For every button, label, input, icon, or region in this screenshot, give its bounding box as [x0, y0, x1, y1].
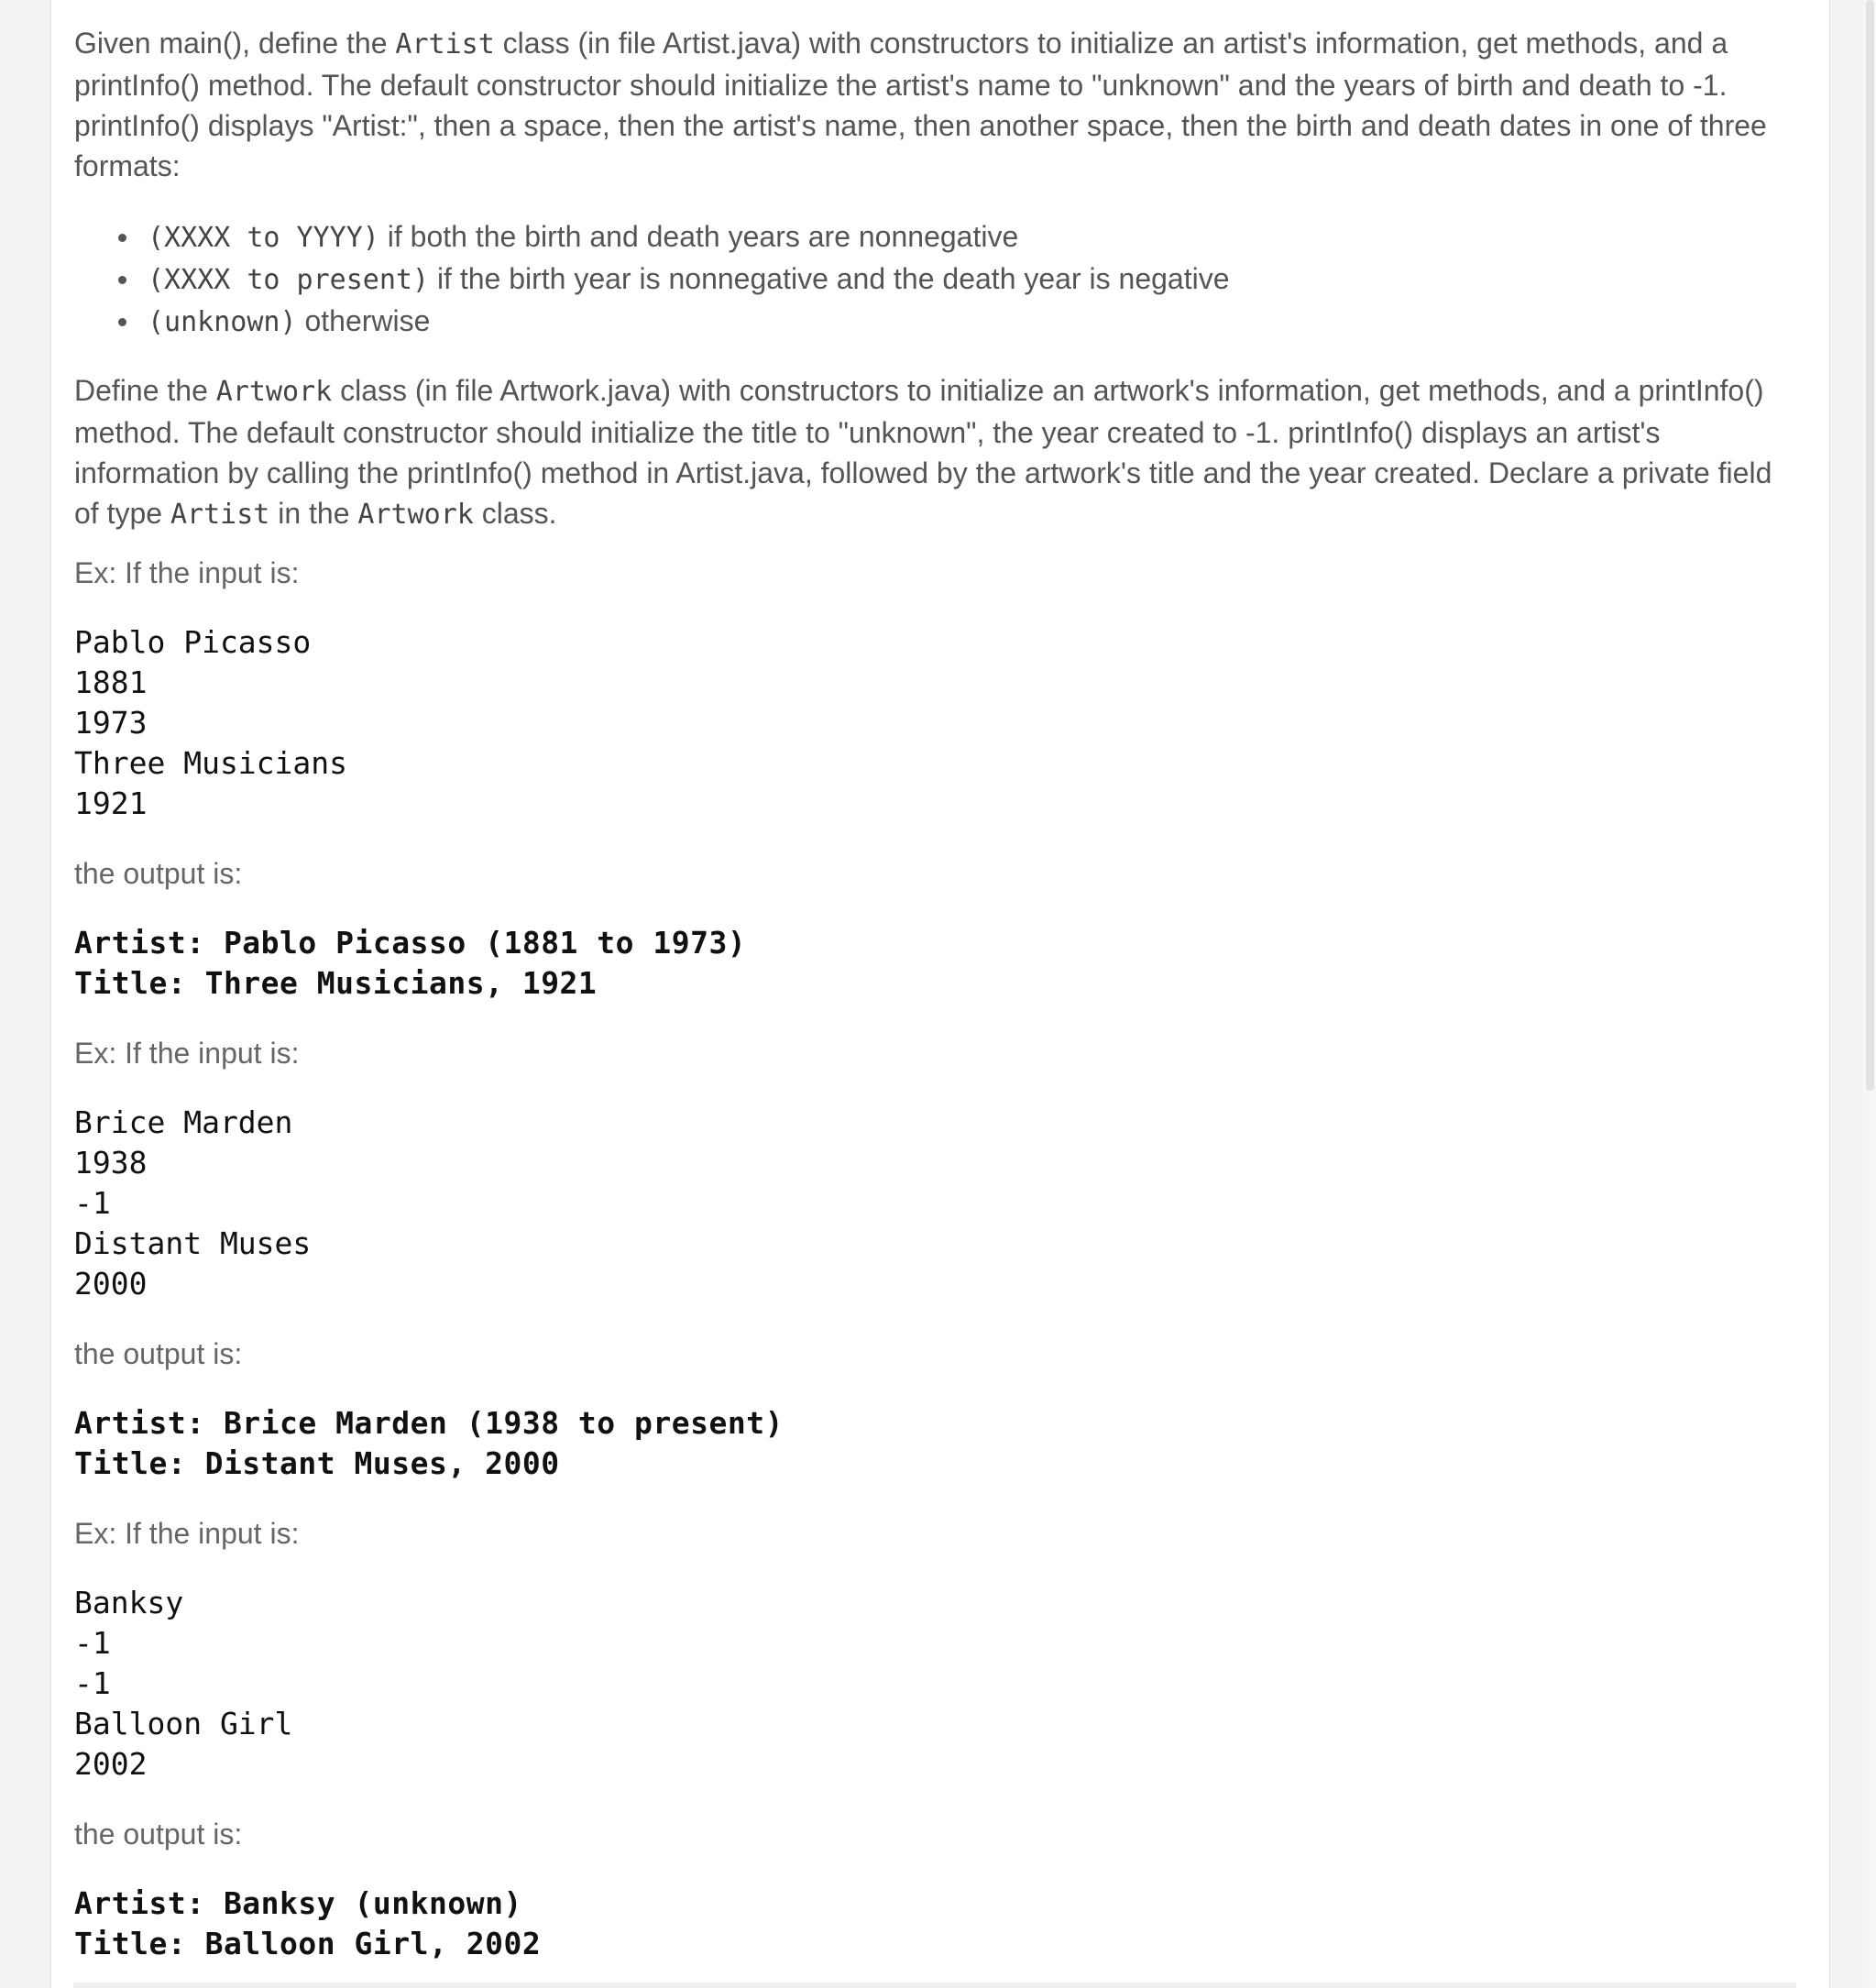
inline-code-artist: Artist — [395, 28, 495, 60]
example-input-label: Ex: If the input is: — [74, 1037, 300, 1070]
format-item: (XXXX to YYYY) if both the birth and death years are nonnegative — [148, 216, 1797, 258]
scrollbar-thumb[interactable] — [1866, 0, 1874, 1091]
example-input-block: Banksy -1 -1 Balloon Girl 2002 — [74, 1585, 293, 1782]
example-input-block: Pablo Picasso 1881 1973 Three Musicians 1921 — [74, 624, 348, 821]
artwork-paragraph: Define the Artwork class (in file Artwork.java) with constructors to initialize an artwork's information, get methods, and a printInfo() method. The default constructor should initialize the title to "unknown", the year created to -1. printInfo() displays an artist's information by calling the printInfo() method in Artist.java, followed by the artwork's title and the year created. Declare a private field of type Artist in the Artwork class. — [74, 374, 1772, 531]
inline-code-artist: Artist — [170, 499, 270, 531]
section-divider — [73, 1983, 1796, 1988]
example-output-block: Artist: Pablo Picasso (1881 to 1973) Title: Three Musicians, 1921 — [74, 925, 747, 1001]
problem-card — [50, 0, 1830, 1988]
example-input-block: Brice Marden 1938 -1 Distant Muses 2000 — [74, 1104, 312, 1302]
example-output-label: the output is: — [74, 1337, 243, 1370]
example-output-block: Artist: Brice Marden (1938 to present) Title: Distant Muses, 2000 — [74, 1405, 784, 1481]
example-output-label: the output is: — [74, 857, 243, 890]
format-item: (XXXX to present) if the birth year is nonnegative and the death year is negative — [148, 258, 1797, 301]
inline-code-artwork: Artwork — [215, 376, 333, 408]
format-item: (unknown) otherwise — [148, 301, 1797, 343]
intro-paragraph: Given main(), define the Artist class (in file Artist.java) with constructors to initialize an artist's information, get methods, and a printInfo() method. The default constructor should initialize the artist's name to "unknown" and the years of birth and death to -1. printInfo() displays "Artist:", then a space, then the artist's name, then another space, then the birth and death dates in one of three formats: — [74, 27, 1767, 182]
problem-content — [74, 0, 1797, 1964]
example-input-label: Ex: If the input is: — [74, 556, 300, 589]
scrollbar[interactable] — [1863, 0, 1876, 1988]
inline-code-artwork: Artwork — [357, 499, 474, 531]
example-output-label: the output is: — [74, 1818, 243, 1851]
example-output-block: Artist: Banksy (unknown) Title: Balloon Girl, 2002 — [74, 1885, 542, 1961]
example-input-label: Ex: If the input is: — [74, 1517, 300, 1550]
format-list — [74, 216, 1797, 343]
